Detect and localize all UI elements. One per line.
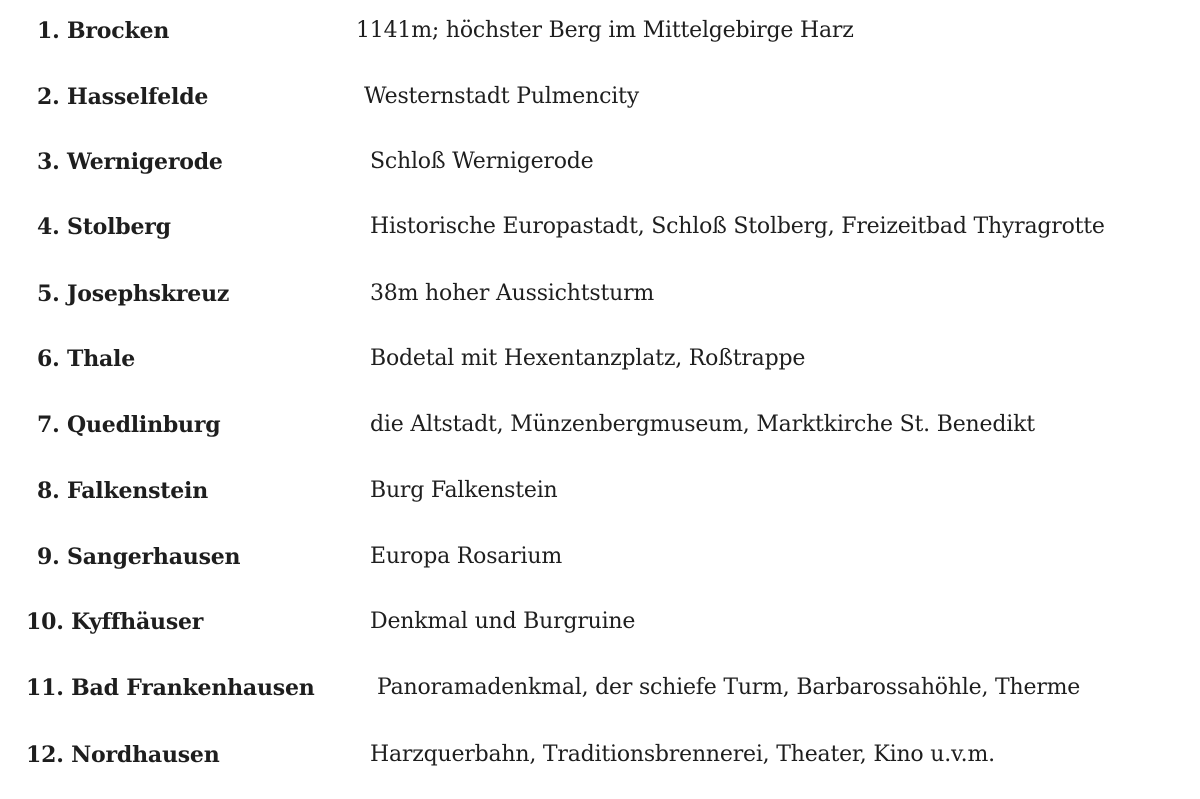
place-name: 8. Falkenstein [37, 478, 208, 504]
list-item [0, 471, 1200, 511]
list-item [0, 142, 1200, 182]
place-description: Bodetal mit Hexentanzplatz, Roßtrappe [370, 346, 806, 371]
list-item [0, 207, 1200, 247]
place-name: 12. Nordhausen [26, 742, 220, 768]
list-item [0, 405, 1200, 445]
place-name: 7. Quedlinburg [37, 412, 221, 438]
list-item [0, 735, 1200, 775]
place-description: Historische Europastadt, Schloß Stolberg, Freizeitbad Thyragrotte [370, 214, 1105, 239]
list-item [0, 668, 1200, 708]
place-name: 6. Thale [37, 346, 136, 372]
place-name: 5. Josephskreuz [37, 281, 230, 307]
list-item [0, 11, 1200, 51]
list-item [0, 339, 1200, 379]
place-name: 9. Sangerhausen [37, 544, 241, 570]
list-item [0, 274, 1200, 314]
place-description: die Altstadt, Münzenbergmuseum, Marktkirche St. Benedikt [370, 412, 1035, 437]
list-item [0, 602, 1200, 642]
list-item [0, 537, 1200, 577]
place-name: 11. Bad Frankenhausen [26, 675, 315, 701]
place-name: 10. Kyffhäuser [26, 609, 204, 635]
place-description: Panoramadenkmal, der schiefe Turm, Barbarossahöhle, Therme [377, 675, 1081, 700]
place-description: Harzquerbahn, Traditionsbrennerei, Theater, Kino u.v.m. [370, 742, 995, 767]
place-name: 3. Wernigerode [37, 149, 223, 175]
place-description: 1141m; höchster Berg im Mittelgebirge Harz [356, 18, 854, 43]
place-name: 4. Stolberg [37, 214, 171, 240]
place-description: Europa Rosarium [370, 544, 562, 569]
place-description: 38m hoher Aussichtsturm [370, 281, 655, 306]
place-description: Westernstadt Pulmencity [364, 84, 639, 109]
place-description: Burg Falkenstein [370, 478, 558, 503]
place-description: Denkmal und Burgruine [370, 609, 636, 634]
place-name: 2. Hasselfelde [37, 84, 209, 110]
place-name: 1. Brocken [37, 18, 170, 44]
place-description: Schloß Wernigerode [370, 149, 594, 174]
list-item [0, 77, 1200, 117]
